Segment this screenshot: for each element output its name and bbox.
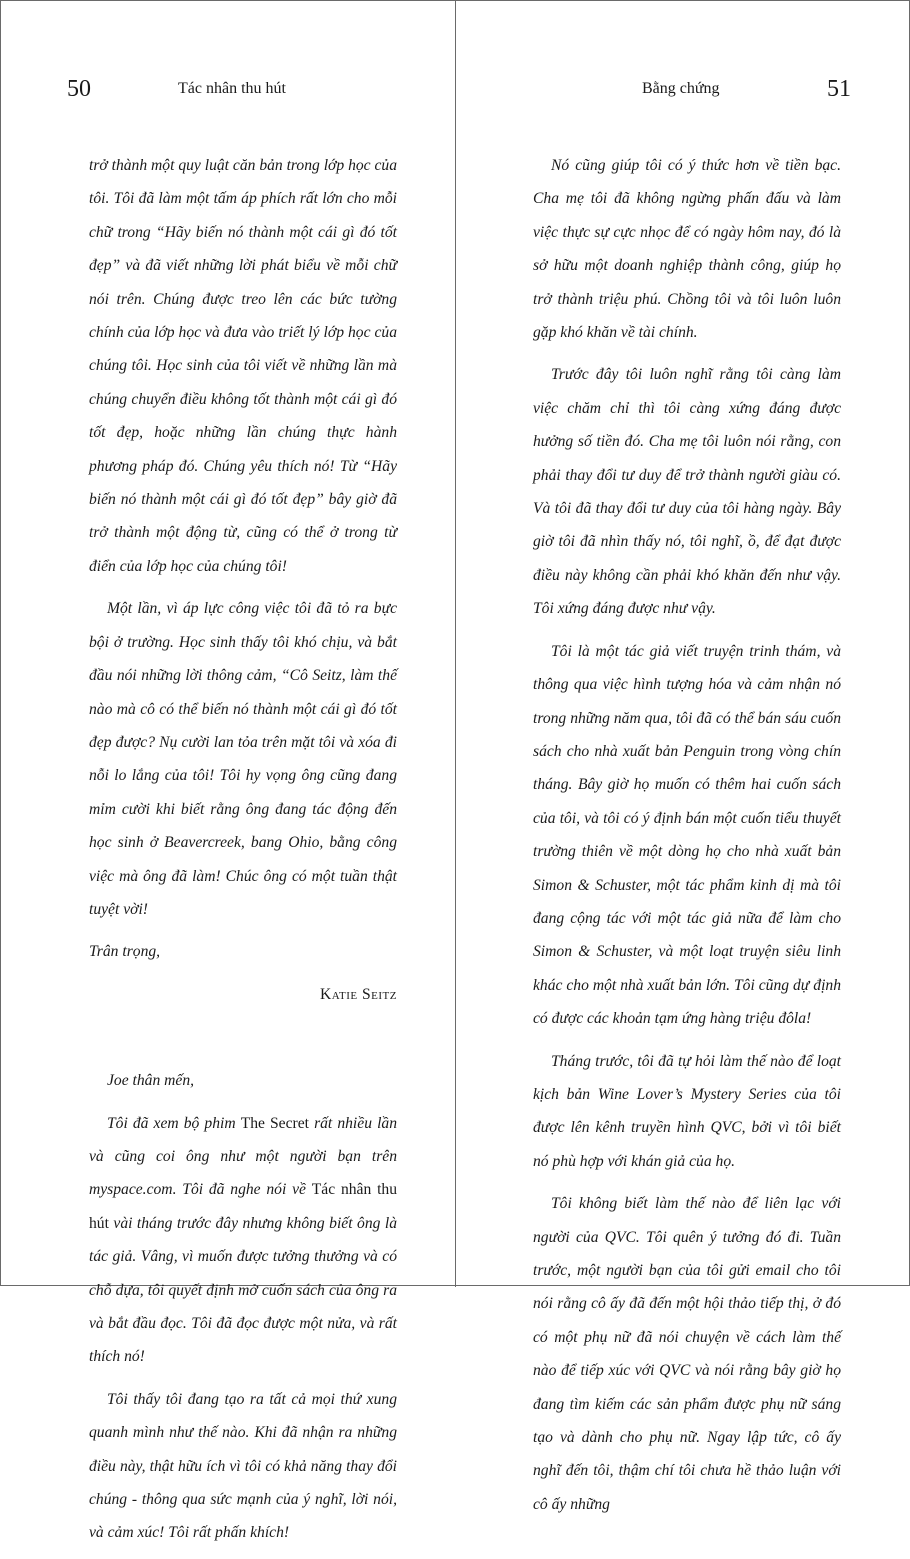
paragraph: Tôi là một tác giả viết truyện trinh thám, và thông qua việc hình tượng hóa và cảm nhận nó trong những năm qua, tôi đã có thể bán sáu cuốn sách cho nhà xuất bản Penguin trong vòng chín tháng. Bây giờ họ muốn có thêm hai cuốn sách của tôi, và tôi có ý định bán một cuốn tiểu thuyết trường thiên về một dòng họ cho nhà xuất bản Simon & Schuster, một tác phẩm kinh dị mà tôi đang cộng tác với một tác giả nữa để làm cho Simon & Schuster, và một loạt truyện siêu linh khác cho một nhà xuất bản lớn. Tôi cũng dự định có được các khoản tạm ứng hàng triệu đôla! <box>533 642 841 1028</box>
book-title: Tác nhân thu hút <box>89 1181 397 1232</box>
paragraph: Nó cũng giúp tôi có ý thức hơn về tiền bạc. Cha mẹ tôi đã không ngừng phấn đấu và làm việc thực sự cực nhọc để có ngày hôm nay, đó là sở hữu một doanh nghiệp thành công, giúp họ trở thành triệu phú. Chồng tôi và tôi luôn luôn gặp khó khăn về tài chính. <box>533 157 841 342</box>
right-page-body <box>533 149 841 1530</box>
left-page <box>1 1 455 1542</box>
text-run: rất nhiều lần và cũng coi ông như một người bạn trên myspace.com. Tôi đã nghe nói về <box>89 1114 397 1199</box>
paragraph: Tháng trước, tôi đã tự hỏi làm thế nào để loạt kịch bản Wine Lover’s Mystery Series của tôi được lên kênh truyền hình QVC, bởi vì tôi biết nó phù hợp với khán giả của họ. <box>533 1052 841 1170</box>
running-head: Tác nhân thu hút <box>178 80 286 97</box>
paragraph: trở thành một quy luật căn bản trong lớp học của tôi. Tôi đã làm một tấm áp phích rất lớn cho mỗi chữ trong “Hãy biến nó thành một cái gì đó tốt đẹp” và đã viết những lời phát biểu về mỗi chữ nói trên. Chúng được treo lên các bức tường chính của lớp học và đưa vào triết lý lớp học của chúng tôi. Học sinh của tôi viết về những lần mà chúng chuyển điều không tốt thành một cái gì đó tốt đẹp, hoặc những lần chúng thực hành phương pháp đó. Chúng yêu thích nó! Từ “Hãy biến nó thành một cái gì đó tốt đẹp” bây giờ đã trở thành một động từ, cũng có thể ở trong từ điển của lớp học của chúng tôi! <box>89 157 397 575</box>
text-run: vài tháng trước đây nhưng không biết ông là tác giả. Vâng, vì muốn được tưởng thưởng và có chỗ dựa, tôi quyết định mở cuốn sách của ông ra và bắt đầu đọc. Tôi đã đọc được một nửa, và rất thích nó! <box>89 1214 397 1366</box>
text-run: Tôi đã xem bộ phim <box>107 1114 241 1132</box>
left-page-body <box>89 149 397 1559</box>
running-head: Bằng chứng <box>642 80 720 97</box>
page-number: 50 <box>67 76 91 102</box>
paragraph <box>89 1107 397 1374</box>
paragraph: Tôi thấy tôi đang tạo ra tất cả mọi thứ xung quanh mình như thế nào. Khi đã nhận ra những điều này, thật hữu ích vì tôi có khả năng thay đổi chúng - thông qua sức mạnh của ý nghĩ, lời nói, và cảm xúc! Tôi rất phấn khích! <box>89 1390 397 1542</box>
page-number: 51 <box>827 76 851 102</box>
right-page <box>456 1 910 1513</box>
letter-salutation: Joe thân mến, <box>107 1072 195 1090</box>
letter-signature: Katie Seitz <box>320 985 397 1003</box>
paragraph: Một lần, vì áp lực công việc tôi đã tỏ ra bực bội ở trường. Học sinh thấy tôi khó chịu, và bắt đầu nói những lời thông cảm, “Cô Seitz, làm thế nào mà cô có thể biến nó thành một cái gì đó tốt đẹp được? Nụ cười lan tỏa trên mặt tôi và xóa đi nỗi lo lắng của tôi! Tôi hy vọng ông cũng đang mỉm cười khi biết rằng ông đang tác động đến học sinh ở Beavercreek, bang Ohio, bằng công việc mà ông đã làm! Chúc ông có một tuần thật tuyệt vời! <box>89 600 397 918</box>
paragraph: Trước đây tôi luôn nghĩ rằng tôi càng làm việc chăm chỉ thì tôi càng xứng đáng được hưởng số tiền đó. Cha mẹ tôi luôn nói rằng, con phải thay đổi tư duy để trở thành người giàu có. Và tôi đã thay đổi tư duy của tôi hàng ngày. Bây giờ tôi đã nhìn thấy nó, tôi nghĩ, ồ, để đạt được điều này không cần phải khó khăn đến như vậy. Tôi xứng đáng được như vậy. <box>533 366 841 618</box>
letter-separator <box>89 1020 397 1064</box>
letter-closing: Trân trọng, <box>89 943 161 961</box>
film-title: The Secret <box>240 1114 309 1132</box>
paragraph: Tôi không biết làm thế nào để liên lạc với người của QVC. Tôi quên ý tưởng đó đi. Tuần trước, một người bạn của tôi gửi email cho tôi nói rằng cô ấy đã đến một hội thảo tiếp thị, ở đó có một phụ nữ đã nói chuyện về cách làm thế nào để tiếp xúc với QVC và nói rằng bây giờ họ đang tìm kiếm các sản phẩm được phụ nữ sáng tạo và dành cho phụ nữ. Ngay lập tức, cô ấy nghĩ đến tôi, thậm chí tôi chưa hề thảo luận với cô ấy những <box>533 1195 841 1513</box>
